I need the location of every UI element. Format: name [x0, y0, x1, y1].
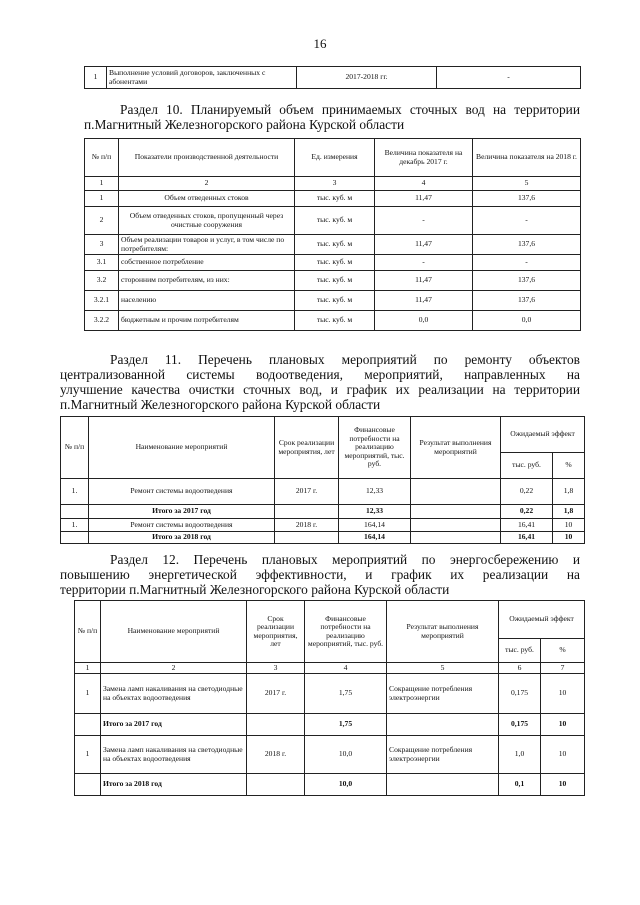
table-row [75, 736, 585, 774]
table-row [75, 674, 585, 714]
cell: 10 [553, 532, 585, 544]
cell: Объем отведенных стоков [119, 191, 295, 207]
table-row [75, 774, 585, 796]
cell: 0,22 [501, 505, 553, 519]
column-header: Результат выполнения мероприятий [411, 417, 501, 479]
column-header: тыс. руб. [501, 453, 553, 479]
cell [75, 774, 101, 796]
cell: 0,0 [473, 311, 581, 331]
cell: - [473, 207, 581, 235]
table-row [75, 714, 585, 736]
cell: 10 [541, 714, 585, 736]
column-header: Срок реализации мероприятия, лет [247, 601, 305, 663]
table-row [61, 532, 585, 544]
section12-title-line: территории п.Магнитный Железногорского района Курской области [60, 582, 450, 597]
section11-title-line: улучшение качества очистки сточных вод, и график их реализации на территории [60, 382, 580, 397]
cell: 7 [541, 663, 585, 674]
cell: 2 [119, 177, 295, 191]
table-row [85, 235, 581, 255]
cell: 137,6 [473, 291, 581, 311]
table-row [85, 291, 581, 311]
cell: тыс. куб. м [295, 255, 375, 271]
cell: 1 [85, 67, 107, 89]
cell: 4 [375, 177, 473, 191]
cell: Объем реализации товаров и услуг, в том числе по потребителям: [119, 235, 295, 255]
cell: 2017 г. [247, 674, 305, 714]
table-row [85, 271, 581, 291]
cell: 1 [75, 736, 101, 774]
cell: 1 [75, 674, 101, 714]
cell: 16,41 [501, 532, 553, 544]
cell: 10 [541, 774, 585, 796]
section12-title-line: повышению энергетической эффективности, и график их реализации на [60, 567, 580, 582]
cell [247, 774, 305, 796]
cell: 12,33 [339, 505, 411, 519]
cell: 0,22 [501, 479, 553, 505]
cell: 2017-2018 гг. [297, 67, 437, 89]
cell: 12,33 [339, 479, 411, 505]
table-row [85, 207, 581, 235]
top-table [84, 66, 581, 89]
table-row [61, 479, 585, 505]
cell: 3.2.1 [85, 291, 119, 311]
cell: 164,14 [339, 519, 411, 532]
cell: 3.2 [85, 271, 119, 291]
cell: 4 [305, 663, 387, 674]
cell: 11,47 [375, 235, 473, 255]
cell [387, 774, 499, 796]
column-header: № п/п [75, 601, 101, 663]
cell: 1 [75, 663, 101, 674]
section11-title [60, 352, 580, 412]
cell: Ремонт системы водоотведения [89, 479, 275, 505]
cell: 1,0 [499, 736, 541, 774]
cell [387, 714, 499, 736]
column-header: Показатели производственной деятельности [119, 139, 295, 177]
cell: 137,6 [473, 191, 581, 207]
cell: Итого за 2017 год [101, 714, 247, 736]
cell: 2 [85, 207, 119, 235]
cell: 137,6 [473, 271, 581, 291]
cell: 137,6 [473, 235, 581, 255]
cell: - [473, 255, 581, 271]
cell: - [437, 67, 581, 89]
cell: 164,14 [339, 532, 411, 544]
column-header: % [541, 639, 585, 663]
table-row [85, 255, 581, 271]
cell: бюджетным и прочим потребителям [119, 311, 295, 331]
cell: Замена ламп накаливания на светодиодные на объектах водоотведения [101, 736, 247, 774]
cell: Ремонт системы водоотведения [89, 519, 275, 532]
cell: 10 [541, 674, 585, 714]
section10-title-line: п.Магнитный Железногорского района Курской области [84, 117, 405, 132]
cell: 0,175 [499, 674, 541, 714]
column-header: Величина показателя на декабрь 2017 г. [375, 139, 473, 177]
cell: 0,0 [375, 311, 473, 331]
cell: - [375, 207, 473, 235]
cell: 2 [101, 663, 247, 674]
cell: тыс. куб. м [295, 207, 375, 235]
cell: 1. [61, 519, 89, 532]
cell: Сокращение потребления электроэнергии [387, 736, 499, 774]
cell: 1,8 [553, 479, 585, 505]
cell [61, 505, 89, 519]
cell [411, 532, 501, 544]
cell: 10 [541, 736, 585, 774]
numbering-row [75, 663, 585, 674]
column-header: № п/п [85, 139, 119, 177]
cell: 5 [387, 663, 499, 674]
numbering-row [85, 177, 581, 191]
cell: 1. [61, 479, 89, 505]
cell: 10 [553, 519, 585, 532]
section11-title-line: Раздел 11. Перечень плановых мероприятий по ремонту объектов [110, 352, 580, 367]
cell: 11,47 [375, 191, 473, 207]
cell: тыс. куб. м [295, 311, 375, 331]
column-header: Результат выполнения мероприятий [387, 601, 499, 663]
cell: 11,47 [375, 291, 473, 311]
cell: собственное потребление [119, 255, 295, 271]
table-row [85, 67, 581, 89]
table-row [85, 191, 581, 207]
table-row [85, 311, 581, 331]
section10-title-line: Раздел 10. Планируемый объем принимаемых сточных вод на территории [120, 102, 580, 117]
table-row [61, 505, 585, 519]
cell: населению [119, 291, 295, 311]
column-header: % [553, 453, 585, 479]
cell: 5 [473, 177, 581, 191]
column-header: Срок реализации мероприятия, лет [275, 417, 339, 479]
cell: 6 [499, 663, 541, 674]
column-header: Величина показателя на 2018 г. [473, 139, 581, 177]
section12-title [60, 552, 580, 597]
column-header: № п/п [61, 417, 89, 479]
cell: 0,1 [499, 774, 541, 796]
cell [275, 532, 339, 544]
cell: - [375, 255, 473, 271]
cell: Итого за 2018 год [89, 532, 275, 544]
table-header-row [75, 601, 585, 639]
cell: Итого за 2017 год [89, 505, 275, 519]
cell [275, 505, 339, 519]
cell [61, 532, 89, 544]
table-header-row [61, 417, 585, 453]
column-header: Ед. измерения [295, 139, 375, 177]
cell: Замена ламп накаливания на светодиодные на объектах водоотведения [101, 674, 247, 714]
cell: Сокращение потребления электроэнергии [387, 674, 499, 714]
cell: тыс. куб. м [295, 291, 375, 311]
section10-table [84, 138, 581, 331]
cell [411, 505, 501, 519]
section10-title [84, 102, 580, 132]
column-header: Наименование мероприятий [89, 417, 275, 479]
cell: 1,75 [305, 714, 387, 736]
cell: 3.2.2 [85, 311, 119, 331]
column-header: Ожидаемый эффект [499, 601, 585, 639]
cell: 2018 г. [275, 519, 339, 532]
cell: Итого за 2018 год [101, 774, 247, 796]
section11-title-line: п.Магнитный Железногорского района Курской области [60, 397, 381, 412]
cell: 1,75 [305, 674, 387, 714]
column-header: Ожидаемый эффект [501, 417, 585, 453]
cell: сторонним потребителям, из них: [119, 271, 295, 291]
cell: Объем отведенных стоков, пропущенный через очистные сооружения [119, 207, 295, 235]
cell: 16,41 [501, 519, 553, 532]
section12-title-line: Раздел 12. Перечень плановых мероприятий по энергосбережению и [110, 552, 580, 567]
cell: 0,175 [499, 714, 541, 736]
cell: 3 [295, 177, 375, 191]
cell: 3.1 [85, 255, 119, 271]
cell [411, 479, 501, 505]
cell [411, 519, 501, 532]
page-number: 16 [313, 36, 327, 51]
section11-title-line: централизованной системы водоотведения, мероприятий, направленных на [60, 367, 580, 382]
column-header: тыс. руб. [499, 639, 541, 663]
column-header: Наименование мероприятий [101, 601, 247, 663]
cell: тыс. куб. м [295, 191, 375, 207]
cell [247, 714, 305, 736]
cell: 3 [247, 663, 305, 674]
cell: 1 [85, 191, 119, 207]
cell: 11,47 [375, 271, 473, 291]
table-row [61, 519, 585, 532]
cell: тыс. куб. м [295, 235, 375, 255]
cell: тыс. куб. м [295, 271, 375, 291]
cell: Выполнение условий договоров, заключенных с абонентами [107, 67, 297, 89]
section11-table [60, 416, 585, 544]
cell: 2017 г. [275, 479, 339, 505]
table-header-row [85, 139, 581, 177]
cell: 1,8 [553, 505, 585, 519]
cell: 2018 г. [247, 736, 305, 774]
section12-table [74, 600, 585, 796]
cell [75, 714, 101, 736]
cell: 3 [85, 235, 119, 255]
column-header: Финансовые потребности на реализацию мероприятий, тыс. руб. [339, 417, 411, 479]
cell: 10,0 [305, 736, 387, 774]
cell: 1 [85, 177, 119, 191]
cell: 10,0 [305, 774, 387, 796]
column-header: Финансовые потребности на реализацию мероприятий, тыс. руб. [305, 601, 387, 663]
